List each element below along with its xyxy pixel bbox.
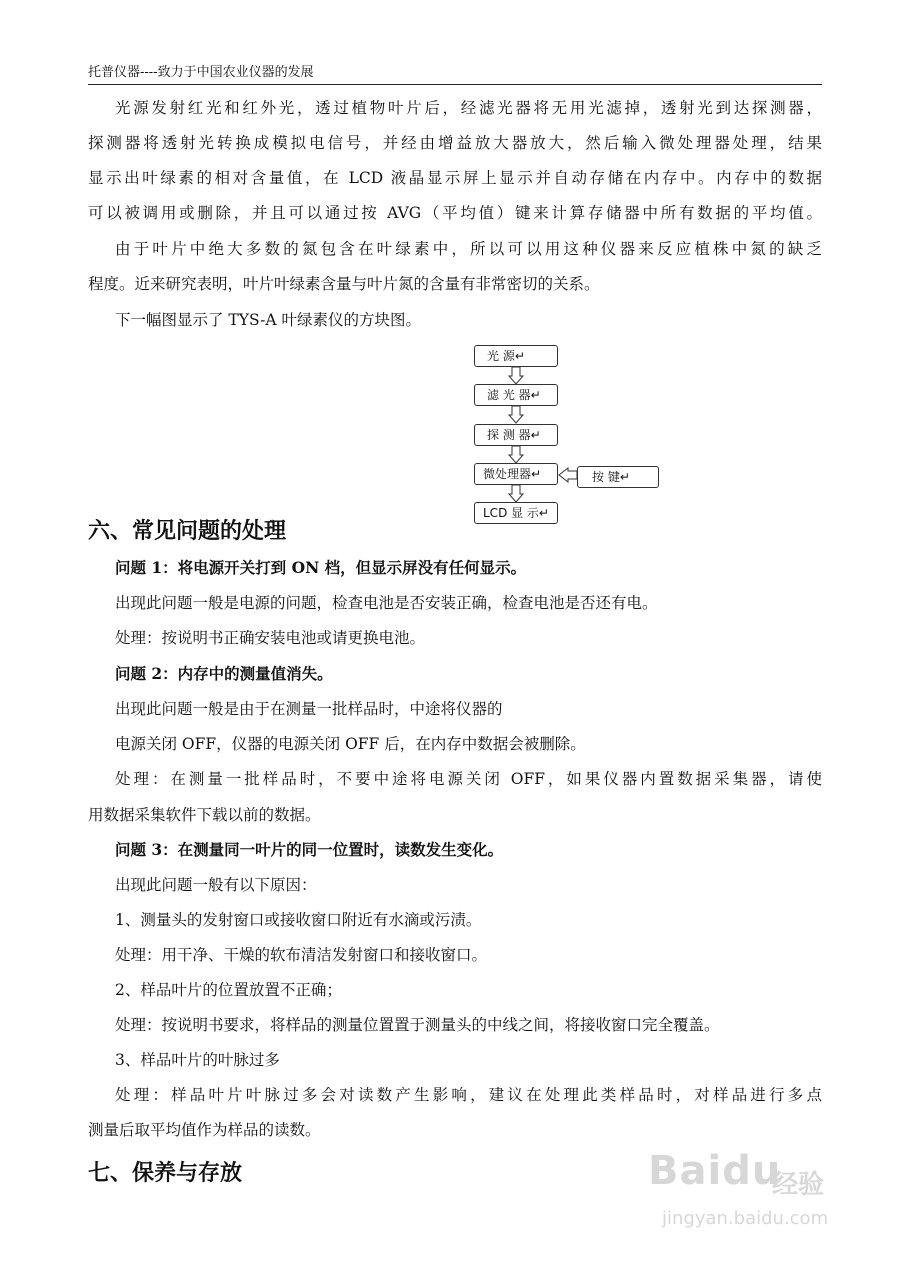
reason-3-fix: 处理：样品叶片叶脉过多会对读数产生影响，建议在处理此类样品时，对样品进行多点: [115, 1086, 822, 1104]
intro-line: 探测器将透射光转换成模拟电信号，并经由增益放大器放大，然后输入微处理器处理，结果: [88, 134, 822, 152]
reason-2: 2、样品叶片的位置放置不正确；: [115, 981, 342, 999]
reason-1: 1、测量头的发射窗口或接收窗口附近有水滴或污渍。: [115, 911, 482, 929]
question-2-fix: 处理：在测量一批样品时，不要中途将电源关闭 OFF，如果仪器内置数据采集器，请使: [115, 770, 822, 788]
diagram-microprocessor: 微处理器↵: [474, 463, 558, 485]
watermark-logo: Baidu: [648, 1148, 782, 1194]
reason-1-fix: 处理：用干净、干燥的软布清洁发射窗口和接收窗口。: [115, 946, 488, 964]
section-title-troubleshooting: 六、常见问题的处理: [88, 519, 287, 544]
question-1-cause: 出现此问题一般是电源的问题，检查电池是否安装正确，检查电池是否还有电。: [115, 594, 658, 612]
down-arrow-icon: [508, 406, 524, 424]
page-header: 托普仪器----致力于中国农业仪器的发展: [88, 64, 822, 85]
reason-2-fix: 处理：按说明书要求，将样品的测量位置置于测量头的中线之间，将接收窗口完全覆盖。: [115, 1016, 720, 1034]
question-2-cause: 出现此问题一般是由于在测量一批样品时，中途将仪器的: [115, 700, 503, 718]
diagram-keys: 按 键↵: [577, 466, 659, 488]
watermark-cn: 经验: [772, 1170, 825, 1200]
reason-3-fix: 测量后取平均值作为样品的读数。: [88, 1121, 321, 1139]
diagram-light-source: 光 源↵: [474, 345, 558, 367]
reason-3: 3、样品叶片的叶脉过多: [115, 1051, 280, 1069]
intro-line: 由于叶片中绝大多数的氮包含在叶绿素中，所以可以用这种仪器来反应植株中氮的缺乏: [115, 240, 822, 258]
diagram-detector: 探 测 器↵: [474, 424, 558, 446]
question-2: 问题 2：内存中的测量值消失。: [115, 664, 333, 683]
question-2-fix: 用数据采集软件下载以前的数据。: [88, 806, 321, 824]
intro-line: 下一幅图显示了 TYS-A 叶绿素仪的方块图。: [115, 311, 422, 329]
question-3-cause: 出现此问题一般有以下原因：: [115, 876, 317, 894]
diagram-filter: 滤 光 器↵: [474, 384, 558, 406]
intro-line: 可以被调用或删除，并且可以通过按 AVG（平均值）键来计算存储器中所有数据的平均值。: [88, 204, 822, 222]
question-2-cause: 电源关闭 OFF，仪器的电源关闭 OFF 后，在内存中数据会被删除。: [115, 735, 586, 753]
left-arrow-icon: [558, 467, 578, 483]
down-arrow-icon: [508, 367, 524, 385]
intro-line: 光源发射红光和红外光，透过植物叶片后，经滤光器将无用光滤掉，透射光到达探测器，: [115, 99, 822, 117]
baidu-watermark: [648, 1148, 848, 1248]
intro-line: 显示出叶绿素的相对含量值，在 LCD 液晶显示屏上显示并自动存储在内存中。内存中的数据: [88, 169, 822, 187]
watermark-url: jingyan.baidu.com: [662, 1208, 829, 1229]
down-arrow-icon: [508, 485, 524, 503]
diagram-lcd: LCD 显 示↵: [474, 502, 558, 524]
section-title-maintenance: 七、保养与存放: [88, 1161, 243, 1186]
question-1-fix: 处理：按说明书正确安装电池或请更换电池。: [115, 629, 426, 647]
question-3: 问题 3：在测量同一叶片的同一位置时，读数发生变化。: [115, 840, 504, 859]
question-1: 问题 1：将电源开关打到 ON 档，但显示屏没有任何显示。: [115, 558, 527, 577]
intro-line: 程度。近来研究表明，叶片叶绿素含量与叶片氮的含量有非常密切的关系。: [88, 275, 600, 293]
down-arrow-icon: [508, 446, 524, 464]
